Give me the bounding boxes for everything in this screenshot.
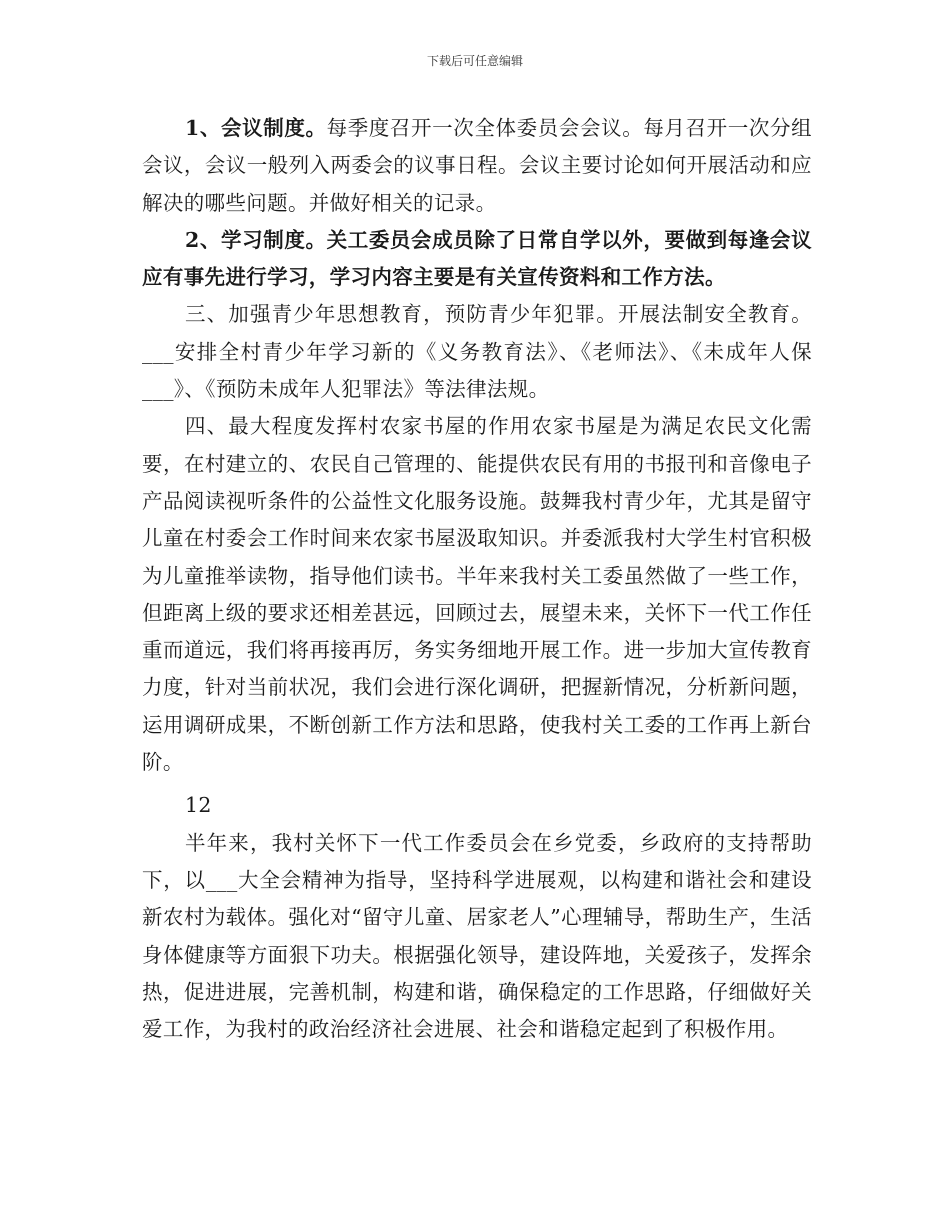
paragraph-library: 四、最大程度发挥村农家书屋的作用农家书屋是为满足农民文化需要，在村建立的、农民自己管理的、能提供农民有用的书报刊和音像电子产品阅读视听条件的公益性文化服务设施。鼓舞我村青少年，尤其是留守儿童在村委会工作时间来农家书屋汲取知识。并委派我村大学生村官积极为儿童推举读物，指导他们读书。半年来我村关工委虽然做了一些工作，但距离上级的要求还相差甚远，回顾过去，展望未来，关怀下一代工作任重而道远，我们将再接再厉，务实务细地开展工作。进一步加大宣传教育力度，针对当前状况，我们会进行深化调研，把握新情况，分析新问题，运用调研成果，不断创新工作方法和思路，使我村关工委的工作再上新台阶。: [142, 414, 812, 775]
paragraph-meeting-system: [142, 110, 812, 222]
paragraph-youth-education: 三、加强青少年思想教育，预防青少年犯罪。开展法制安全教育。___安排全村青少年学习新的《义务教育法》、《老师法》、《未成年人保___》、《预防未成年人犯罪法》等法律法规。: [142, 302, 812, 402]
page-header: 下载后可任意编辑: [426, 54, 523, 68]
meeting-system-text: 每季度召开一次全体委员会会议。每月召开一次分组会议，会议一般列入两委会的议事日程。会议主要讨论如何开展活动和应解决的哪些问题。并做好相关的记录。: [142, 116, 812, 215]
paragraph-study-system: 2、学习制度。关工委员会成员除了日常自学以外，要做到每逢会议应有事先进行学习，学习内容主要是有关宣传资料和工作方法。: [142, 227, 812, 290]
meeting-system-label: 1、会议制度。: [185, 116, 327, 140]
document-body: [142, 110, 812, 1048]
paragraph-half-year-summary: 半年来，我村关怀下一代工作委员会在乡党委，乡政府的支持帮助下，以___大全会精神为指导，坚持科学进展观，以构建和谐社会和建设新农村为载体。强化对“留守儿童、居家老人”心理辅导，帮助生产，生活身体健康等方面狠下功夫。根据强化领导，建设阵地，关爱孩子，发挥余热，促进进展，完善机制，构建和谐，确保稳定的工作思路，仔细做好关爱工作，为我村的政治经济社会进展、社会和谐稳定起到了积极作用。: [142, 830, 812, 1042]
section-number: 12: [185, 793, 212, 818]
